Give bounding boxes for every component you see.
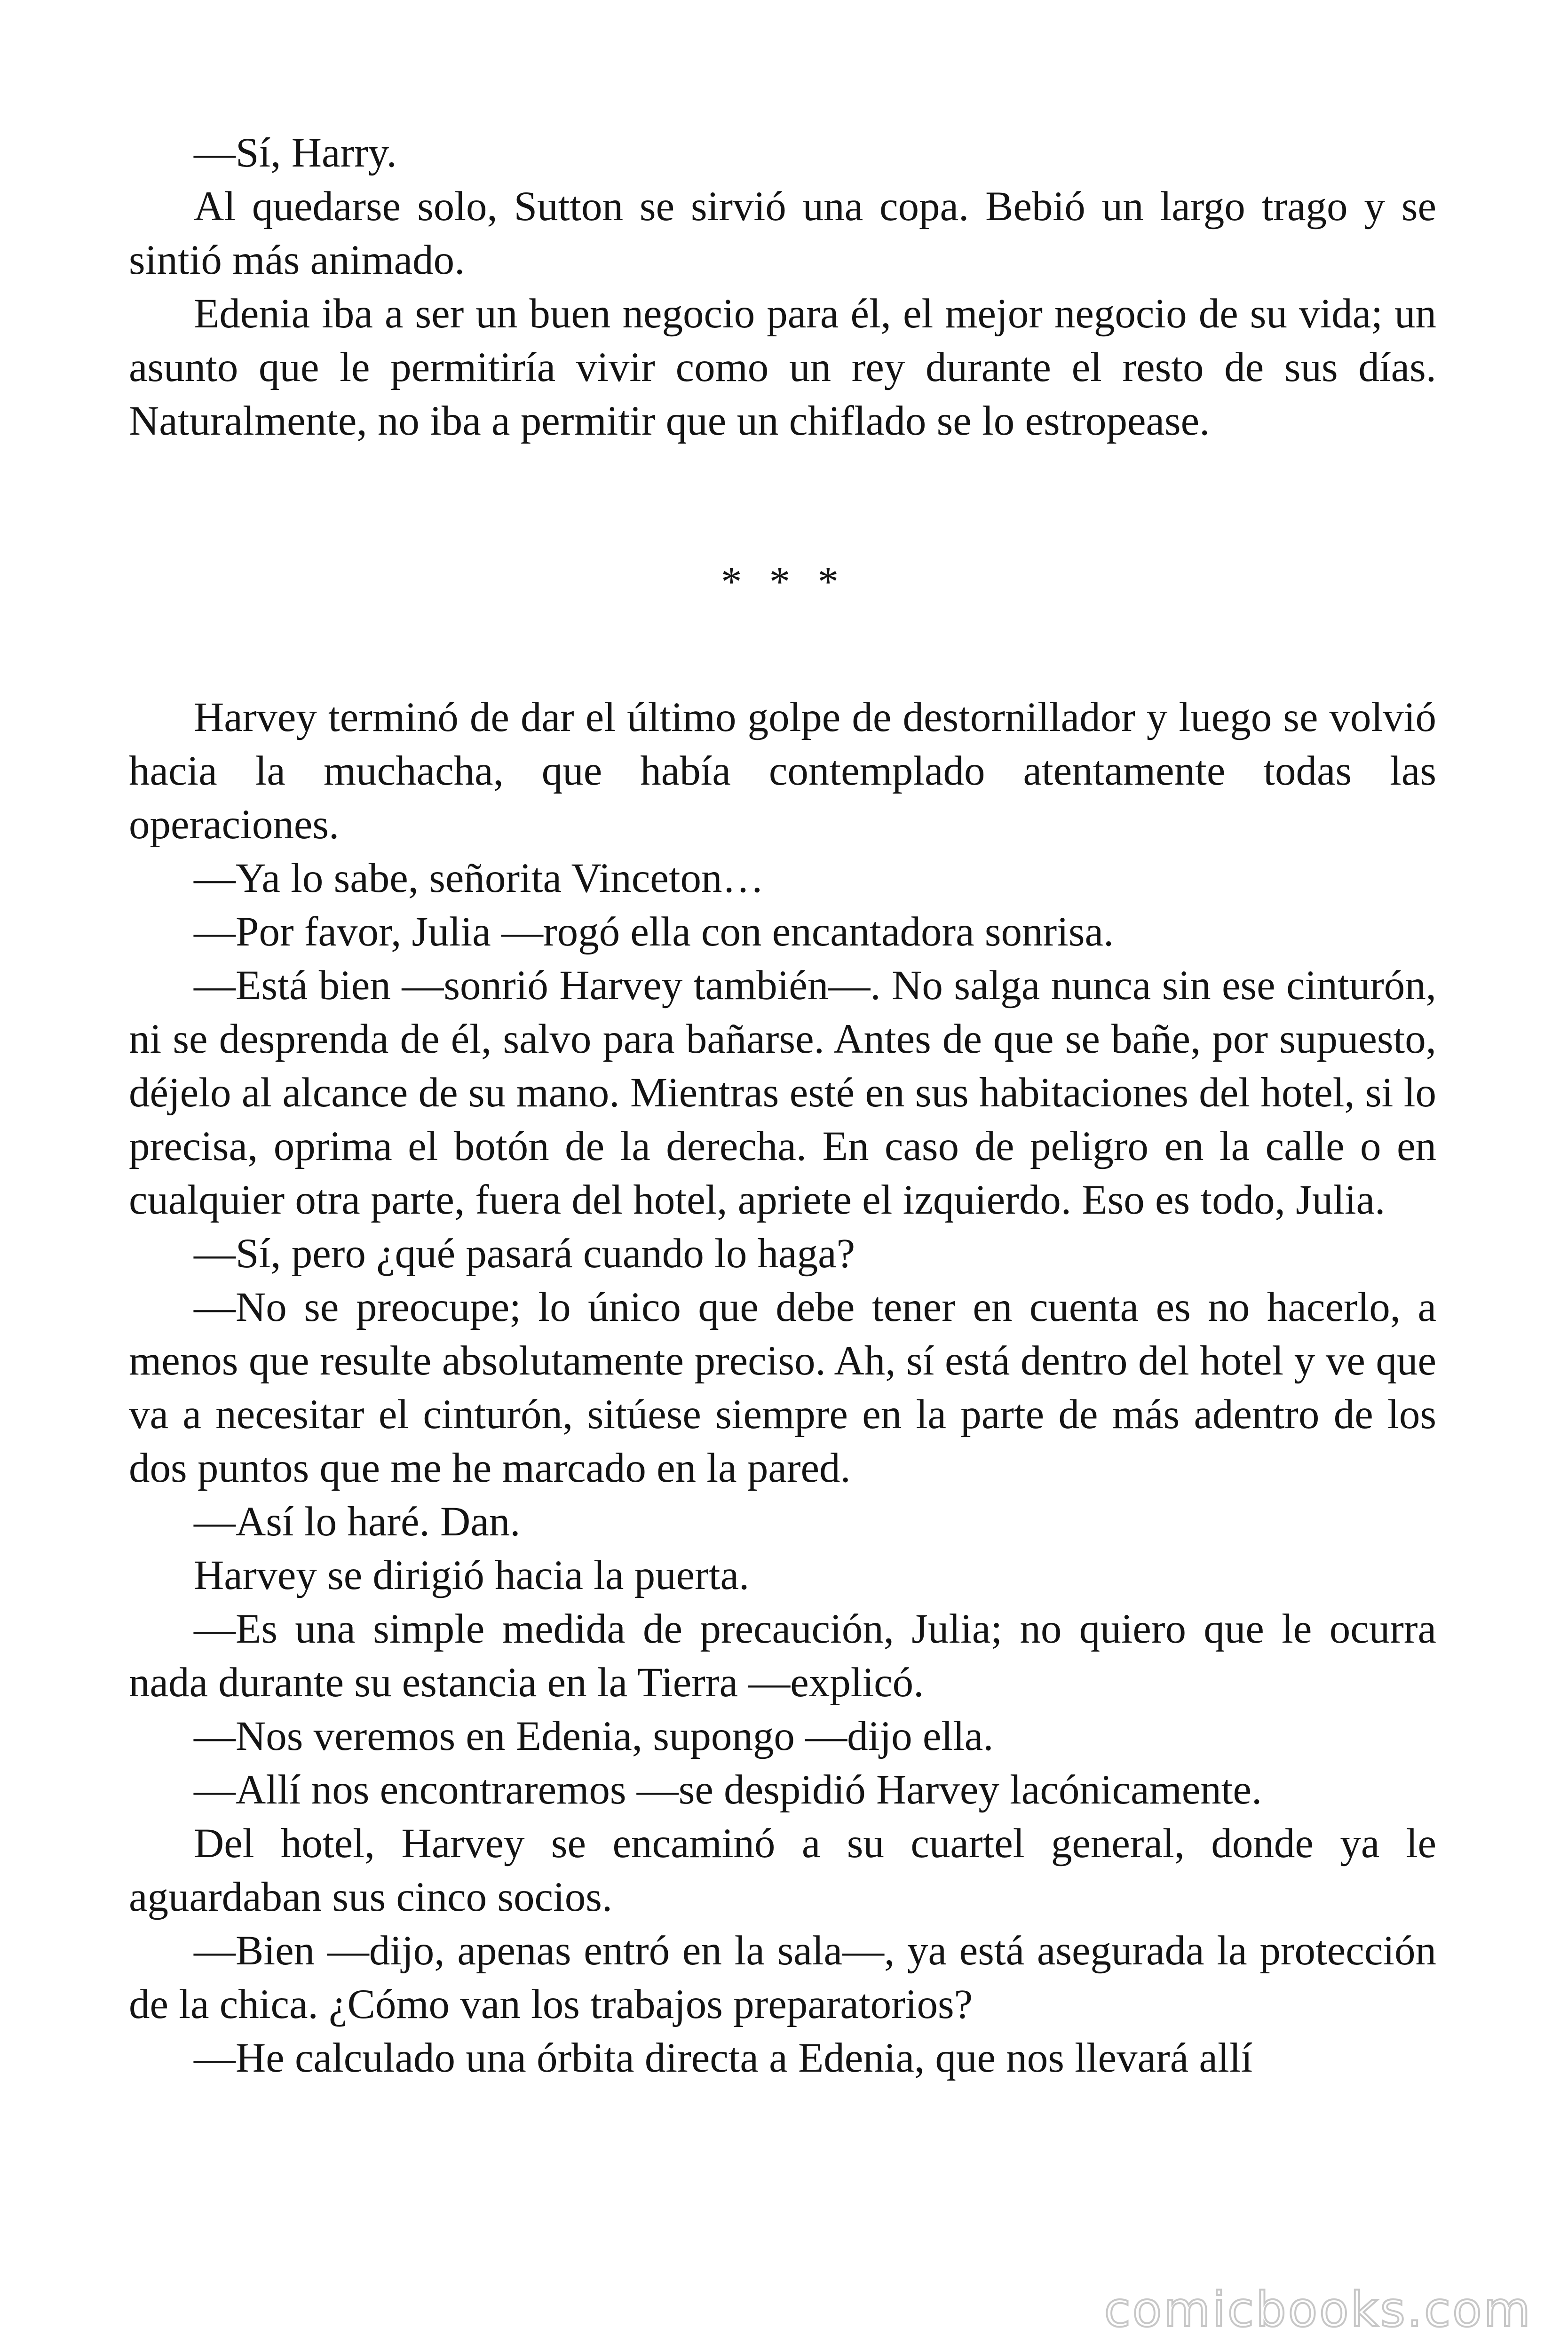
paragraph: —Por favor, Julia —rogó ella con encantadora sonrisa. — [194, 909, 1114, 955]
paragraph: —Ya lo sabe, señorita Vinceton… — [194, 855, 764, 901]
paragraph: —Sí, Harry. — [194, 130, 397, 176]
text-block-before-break — [129, 126, 1436, 448]
paragraph: —Está bien —sonrió Harvey también—. No salga nunca sin ese cinturón, ni se desprenda de él, salvo para bañarse. Antes de que se bañe, por supuesto, déjelo al alcance de su mano. Mientras esté en sus habitaciones del hotel, si lo precisa, oprima el botón de la derecha. En caso de peligro en la calle o en cualquier otra parte, fuera del hotel, apriete el izquierdo. Eso es todo, Julia. — [129, 962, 1436, 1223]
paragraph: —He calculado una órbita directa a Edenia, que nos llevará allí — [194, 2035, 1253, 2081]
paragraph: Edenia iba a ser un buen negocio para él, el mejor negocio de su vida; un asunto que le permitiría vivir como un rey durante el resto de sus días. Naturalmente, no iba a permitir que un chiflado se lo estropease. — [129, 291, 1436, 444]
paragraph: —Sí, pero ¿qué pasará cuando lo haga? — [194, 1231, 855, 1277]
paragraph: —Allí nos encontraremos —se despidió Harvey lacónicamente. — [194, 1767, 1262, 1813]
paragraph: —Es una simple medida de precaución, Julia; no quiero que le ocurra nada durante su estancia en la Tierra —explicó. — [129, 1606, 1436, 1706]
paragraph: —Así lo haré. Dan. — [194, 1499, 521, 1545]
paragraph: Al quedarse solo, Sutton se sirvió una copa. Bebió un largo trago y se sintió más animado. — [129, 183, 1436, 283]
text-block-after-break — [129, 691, 1436, 2085]
paragraph: Del hotel, Harvey se encaminó a su cuartel general, donde ya le aguardaban sus cinco socios. — [129, 1820, 1436, 1920]
watermark: comicbooks.com — [1104, 2282, 1532, 2338]
paragraph: Harvey se dirigió hacia la puerta. — [194, 1552, 750, 1598]
paragraph: Harvey terminó de dar el último golpe de destornillador y luego se volvió hacia la muchacha, que había contemplado atentamente todas las operaciones. — [129, 694, 1436, 848]
section-break: * * * — [721, 559, 847, 605]
paragraph: —Bien —dijo, apenas entró en la sala—, ya está asegurada la protección de la chica. ¿Cómo van los trabajos preparatorios? — [129, 1928, 1436, 2027]
paragraph: —Nos veremos en Edenia, supongo —dijo ella. — [194, 1713, 994, 1759]
paragraph: —No se preocupe; lo único que debe tener en cuenta es no hacerlo, a menos que resulte absolutamente preciso. Ah, sí está dentro del hotel y ve que va a necesitar el cinturón, sitúese siempre en la parte de más adentro de los dos puntos que me he marcado en la pared. — [129, 1284, 1436, 1491]
